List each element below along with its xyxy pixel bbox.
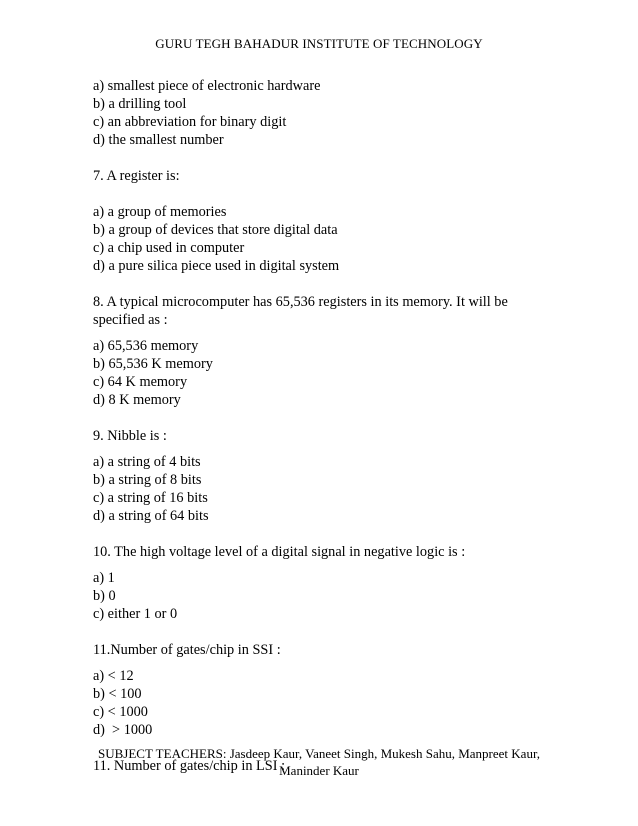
question-text-line1: 8. A typical microcomputer has 65,536 registers in its memory. It will be	[93, 294, 508, 310]
option-a: a) smallest piece of electronic hardware	[93, 78, 321, 94]
option-c: c) either 1 or 0	[93, 606, 178, 622]
option-a: a) a group of memories	[93, 204, 227, 220]
question-text: 11.Number of gates/chip in SSI :	[93, 642, 281, 658]
option-b: b) < 100	[93, 686, 142, 702]
option-c: c) < 1000	[93, 704, 148, 720]
option-d: d) a string of 64 bits	[93, 508, 209, 524]
question-text: 11. Number of gates/chip in LSI :	[93, 758, 286, 774]
question-list	[93, 77, 543, 775]
option-d: d) 8 K memory	[93, 392, 181, 408]
option-c: c) a chip used in computer	[93, 240, 245, 256]
option-c: c) a string of 16 bits	[93, 490, 208, 506]
option-c: c) 64 K memory	[93, 374, 188, 390]
option-b: b) a group of devices that store digital data	[93, 222, 338, 238]
question-text: 7. A register is:	[93, 168, 180, 184]
footer-teachers-line2: Maninder Kaur	[279, 763, 359, 778]
option-a: a) 1	[93, 570, 115, 586]
option-b: b) 0	[93, 588, 116, 604]
question-text: 9. Nibble is :	[93, 428, 167, 444]
option-a: a) a string of 4 bits	[93, 454, 201, 470]
question-8	[93, 293, 543, 409]
option-b: b) a string of 8 bits	[93, 472, 202, 488]
question-7	[93, 167, 543, 275]
option-d: d) > 1000	[93, 722, 153, 738]
option-d: d) a pure silica piece used in digital system	[93, 258, 340, 274]
question-9	[93, 427, 543, 525]
question-10	[93, 543, 543, 623]
option-b: b) a drilling tool	[93, 96, 187, 112]
question-text-line2: specified as :	[93, 312, 168, 328]
footer-teachers-line1: SUBJECT TEACHERS: Jasdeep Kaur, Vaneet Singh, Mukesh Sahu, Manpreet Kaur,	[98, 746, 540, 761]
option-b: b) 65,536 K memory	[93, 356, 213, 372]
option-a: a) 65,536 memory	[93, 338, 199, 354]
question-text: 10. The high voltage level of a digital signal in negative logic is :	[93, 544, 466, 560]
option-d: d) the smallest number	[93, 132, 224, 148]
question-11-ssi	[93, 641, 543, 739]
option-c: c) an abbreviation for binary digit	[93, 114, 287, 130]
page-footer	[60, 745, 578, 779]
option-a: a) < 12	[93, 668, 134, 684]
question-6-options	[93, 77, 543, 149]
page-header: GURU TEGH BAHADUR INSTITUTE OF TECHNOLOGY	[155, 36, 483, 51]
